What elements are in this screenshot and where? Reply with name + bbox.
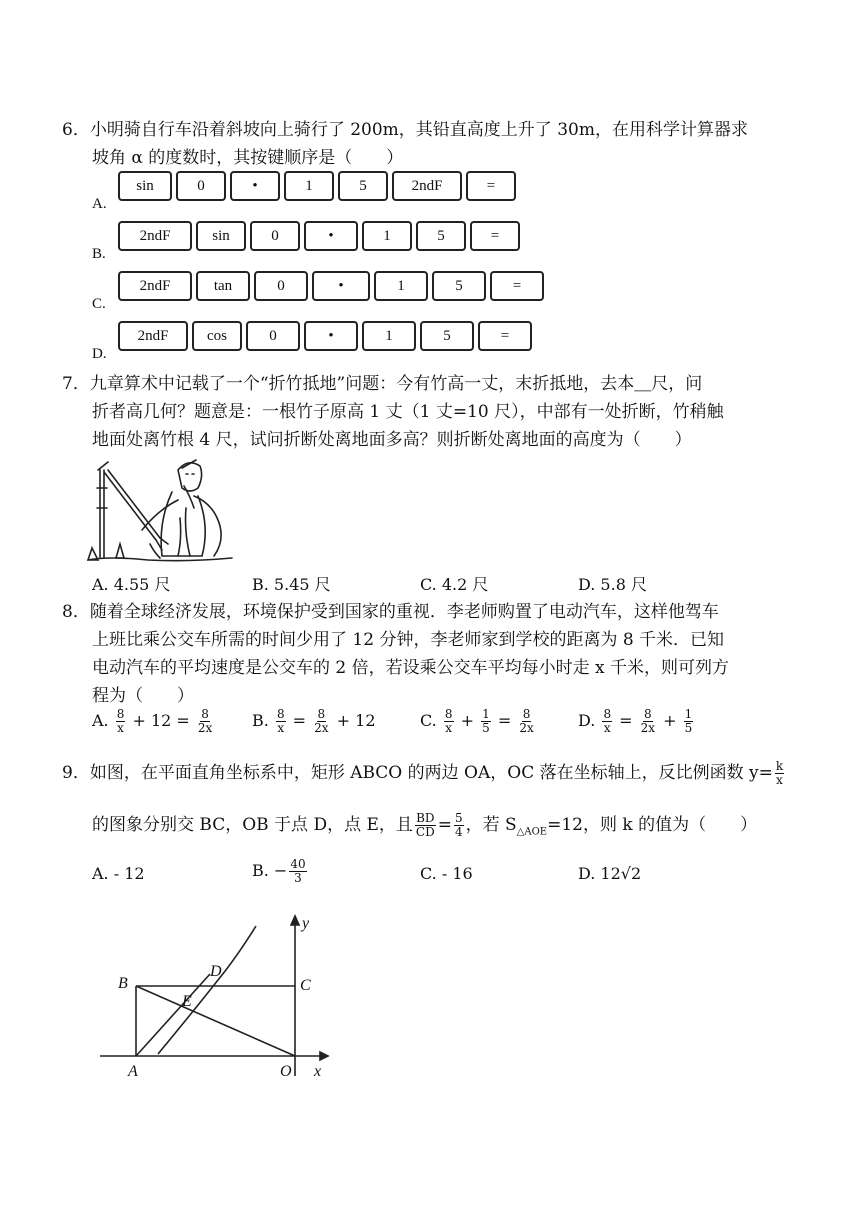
- fraction: [444, 708, 454, 735]
- numerator: k: [775, 759, 784, 773]
- key: 0: [176, 171, 226, 201]
- q6-line1: 6．小明骑自行车沿着斜坡向上骑行了 200m，其铅直高度上升了 30m，在用科学计算器求: [62, 120, 748, 140]
- choice-letter: D.: [578, 711, 596, 730]
- fraction: [602, 708, 612, 735]
- key: =: [470, 221, 520, 251]
- denominator: 2x: [519, 721, 534, 735]
- denominator: x: [776, 773, 783, 787]
- q8-choice-c: [420, 708, 537, 735]
- q6-line2: 坡角 α 的度数时，其按键顺序是（ ）: [92, 148, 404, 168]
- x-axis-arrow-icon: [320, 1052, 328, 1060]
- fraction: [684, 708, 694, 735]
- numerator: 40: [290, 857, 306, 871]
- label-e: E: [182, 993, 192, 1010]
- q6-option-b-keys: [118, 221, 520, 251]
- q6-option-b-letter: B.: [92, 246, 106, 262]
- denominator: 3: [294, 871, 302, 885]
- q8-choice-a: [92, 708, 215, 735]
- numerator: 8: [444, 707, 453, 721]
- choice-letter: A.: [92, 711, 109, 730]
- choice-letter: B.: [252, 711, 269, 730]
- fraction: [289, 858, 306, 885]
- key: 0: [246, 321, 300, 351]
- fraction: [775, 760, 784, 787]
- key: =: [466, 171, 516, 201]
- label-b: B: [118, 975, 128, 992]
- q8-line3: 电动汽车的平均速度是公交车的 2 倍，若设乘公交车平均每小时走 x 千米，则可列方: [92, 658, 730, 678]
- q6-option-a-keys: [118, 171, 516, 201]
- operator: + 12 =: [132, 711, 190, 730]
- coordinate-figure: [96, 908, 346, 1084]
- q9-choice-d: D. 12√2: [578, 864, 642, 883]
- q9-choice-a: A. - 12: [92, 864, 145, 883]
- label-y: y: [302, 915, 310, 932]
- q7-choice-c: C. 4.2 尺: [420, 575, 489, 594]
- hyperbola-curve: [158, 926, 256, 1054]
- fraction: [640, 708, 656, 735]
- q8-choice-d: [578, 708, 695, 735]
- key: =: [490, 271, 544, 301]
- q8-choice-b: [252, 708, 376, 735]
- numerator: 8: [116, 707, 125, 721]
- numerator: 8: [276, 707, 285, 721]
- numerator: 8: [644, 707, 652, 721]
- fraction: [518, 708, 534, 735]
- q9-choice-c: C. - 16: [420, 864, 473, 883]
- denominator: x: [277, 721, 285, 735]
- key: 0: [250, 221, 300, 251]
- key: •: [230, 171, 280, 201]
- q9-line1: [62, 760, 786, 787]
- key: 2ndF: [392, 171, 462, 201]
- label-c: C: [300, 977, 311, 994]
- denominator: CD: [415, 825, 435, 839]
- q6-option-c-keys: [118, 271, 544, 301]
- q9-line2-text: =12，则 k 的值为（ ）: [547, 815, 758, 835]
- key: 0: [254, 271, 308, 301]
- key: 5: [420, 321, 474, 351]
- key: 2ndF: [118, 271, 192, 301]
- operator: +: [460, 711, 474, 730]
- key: 2ndF: [118, 221, 192, 251]
- bamboo-scholar-illustration: [86, 448, 236, 566]
- operator: =: [292, 711, 307, 730]
- numerator: 5: [454, 811, 463, 825]
- q7-line1: 7．九章算术中记载了一个“折竹抵地”问题：今有竹高一丈，末折抵地，去本＿尺，问: [62, 374, 703, 394]
- denominator: 2x: [314, 721, 329, 735]
- q9-line1-text: 9．如图，在平面直角坐标系中，矩形 ABCO 的两边 OA，OC 落在坐标轴上，反比例函数 y=: [62, 763, 773, 783]
- denominator: 5: [684, 721, 693, 735]
- label-o: O: [280, 1063, 292, 1080]
- key: tan: [196, 271, 250, 301]
- denominator: x: [445, 721, 453, 735]
- fraction: [415, 812, 436, 839]
- key: 2ndF: [118, 321, 188, 351]
- key: 1: [284, 171, 334, 201]
- denominator: 4: [454, 825, 463, 839]
- denominator: x: [117, 721, 124, 735]
- q7-choice-b: B. 5.45 尺: [252, 575, 331, 594]
- key: sin: [196, 221, 246, 251]
- q6-option-a-letter: A.: [92, 196, 107, 212]
- operator: + 12: [336, 711, 376, 730]
- fraction: [197, 708, 213, 735]
- denominator: x: [603, 721, 611, 735]
- numerator: 8: [603, 707, 612, 721]
- operator: =: [619, 711, 633, 730]
- key: 5: [432, 271, 486, 301]
- q9-choice-b: [252, 858, 309, 885]
- label-d: D: [210, 963, 222, 980]
- operator: +: [663, 711, 677, 730]
- fraction: [454, 812, 464, 839]
- area-subscript: △AOE: [516, 826, 548, 838]
- q9-line2-text: ，若 S: [465, 815, 517, 835]
- q8-line2: 上班比乘公交车所需的时间少用了 12 分钟，李老师家到学校的距离为 8 千米．已知: [92, 630, 725, 650]
- q9-line2-text: 的图象分别交 BC，OB 于点 D，点 E，且: [92, 815, 413, 835]
- fraction: [313, 708, 329, 735]
- key: 5: [338, 171, 388, 201]
- q8-line1: 8．随着全球经济发展，环境保护受到国家的重视．李老师购置了电动汽车，这样他驾车: [62, 602, 719, 622]
- fraction: [276, 708, 286, 735]
- key: •: [304, 221, 358, 251]
- key: •: [312, 271, 370, 301]
- operator: =: [437, 815, 452, 835]
- key: =: [478, 321, 532, 351]
- y-axis-arrow-icon: [291, 916, 299, 925]
- diagonal-ob: [136, 986, 295, 1056]
- denominator: 2x: [640, 721, 656, 735]
- denominator: 5: [482, 721, 490, 735]
- key: sin: [118, 171, 172, 201]
- q6-option-d-keys: [118, 321, 532, 351]
- q6-option-c-letter: C.: [92, 296, 106, 312]
- q7-line3: 地面处离竹根 4 尺，试问折断处离地面多高？则折断处离地面的高度为（ ）: [92, 430, 692, 450]
- choice-letter: B. −: [252, 861, 288, 880]
- key: •: [304, 321, 358, 351]
- q8-line4: 程为（ ）: [92, 686, 194, 706]
- choice-letter: C.: [420, 711, 437, 730]
- numerator: 8: [201, 707, 209, 721]
- q7-line2: 折者高几何？题意是：一根竹子原高 1 丈（1 丈=10 尺），中部有一处折断，竹稍触: [92, 402, 724, 422]
- key: 5: [416, 221, 466, 251]
- fraction: [481, 708, 491, 735]
- label-a: A: [128, 1063, 138, 1080]
- q9-line2: [92, 812, 757, 844]
- denominator: 2x: [197, 721, 213, 735]
- q7-choice-d: D. 5.8 尺: [578, 575, 647, 594]
- key: 1: [362, 221, 412, 251]
- numerator: 8: [317, 707, 326, 721]
- numerator: 8: [522, 707, 531, 721]
- q6-option-d-letter: D.: [92, 346, 107, 362]
- fraction: [116, 708, 126, 735]
- numerator: BD: [416, 811, 435, 825]
- q7-choice-a: A. 4.55 尺: [92, 575, 171, 594]
- key: 1: [362, 321, 416, 351]
- operator: =: [497, 711, 512, 730]
- label-x: x: [314, 1063, 322, 1080]
- key: 1: [374, 271, 428, 301]
- numerator: 1: [684, 707, 693, 721]
- key: cos: [192, 321, 242, 351]
- numerator: 1: [482, 707, 490, 721]
